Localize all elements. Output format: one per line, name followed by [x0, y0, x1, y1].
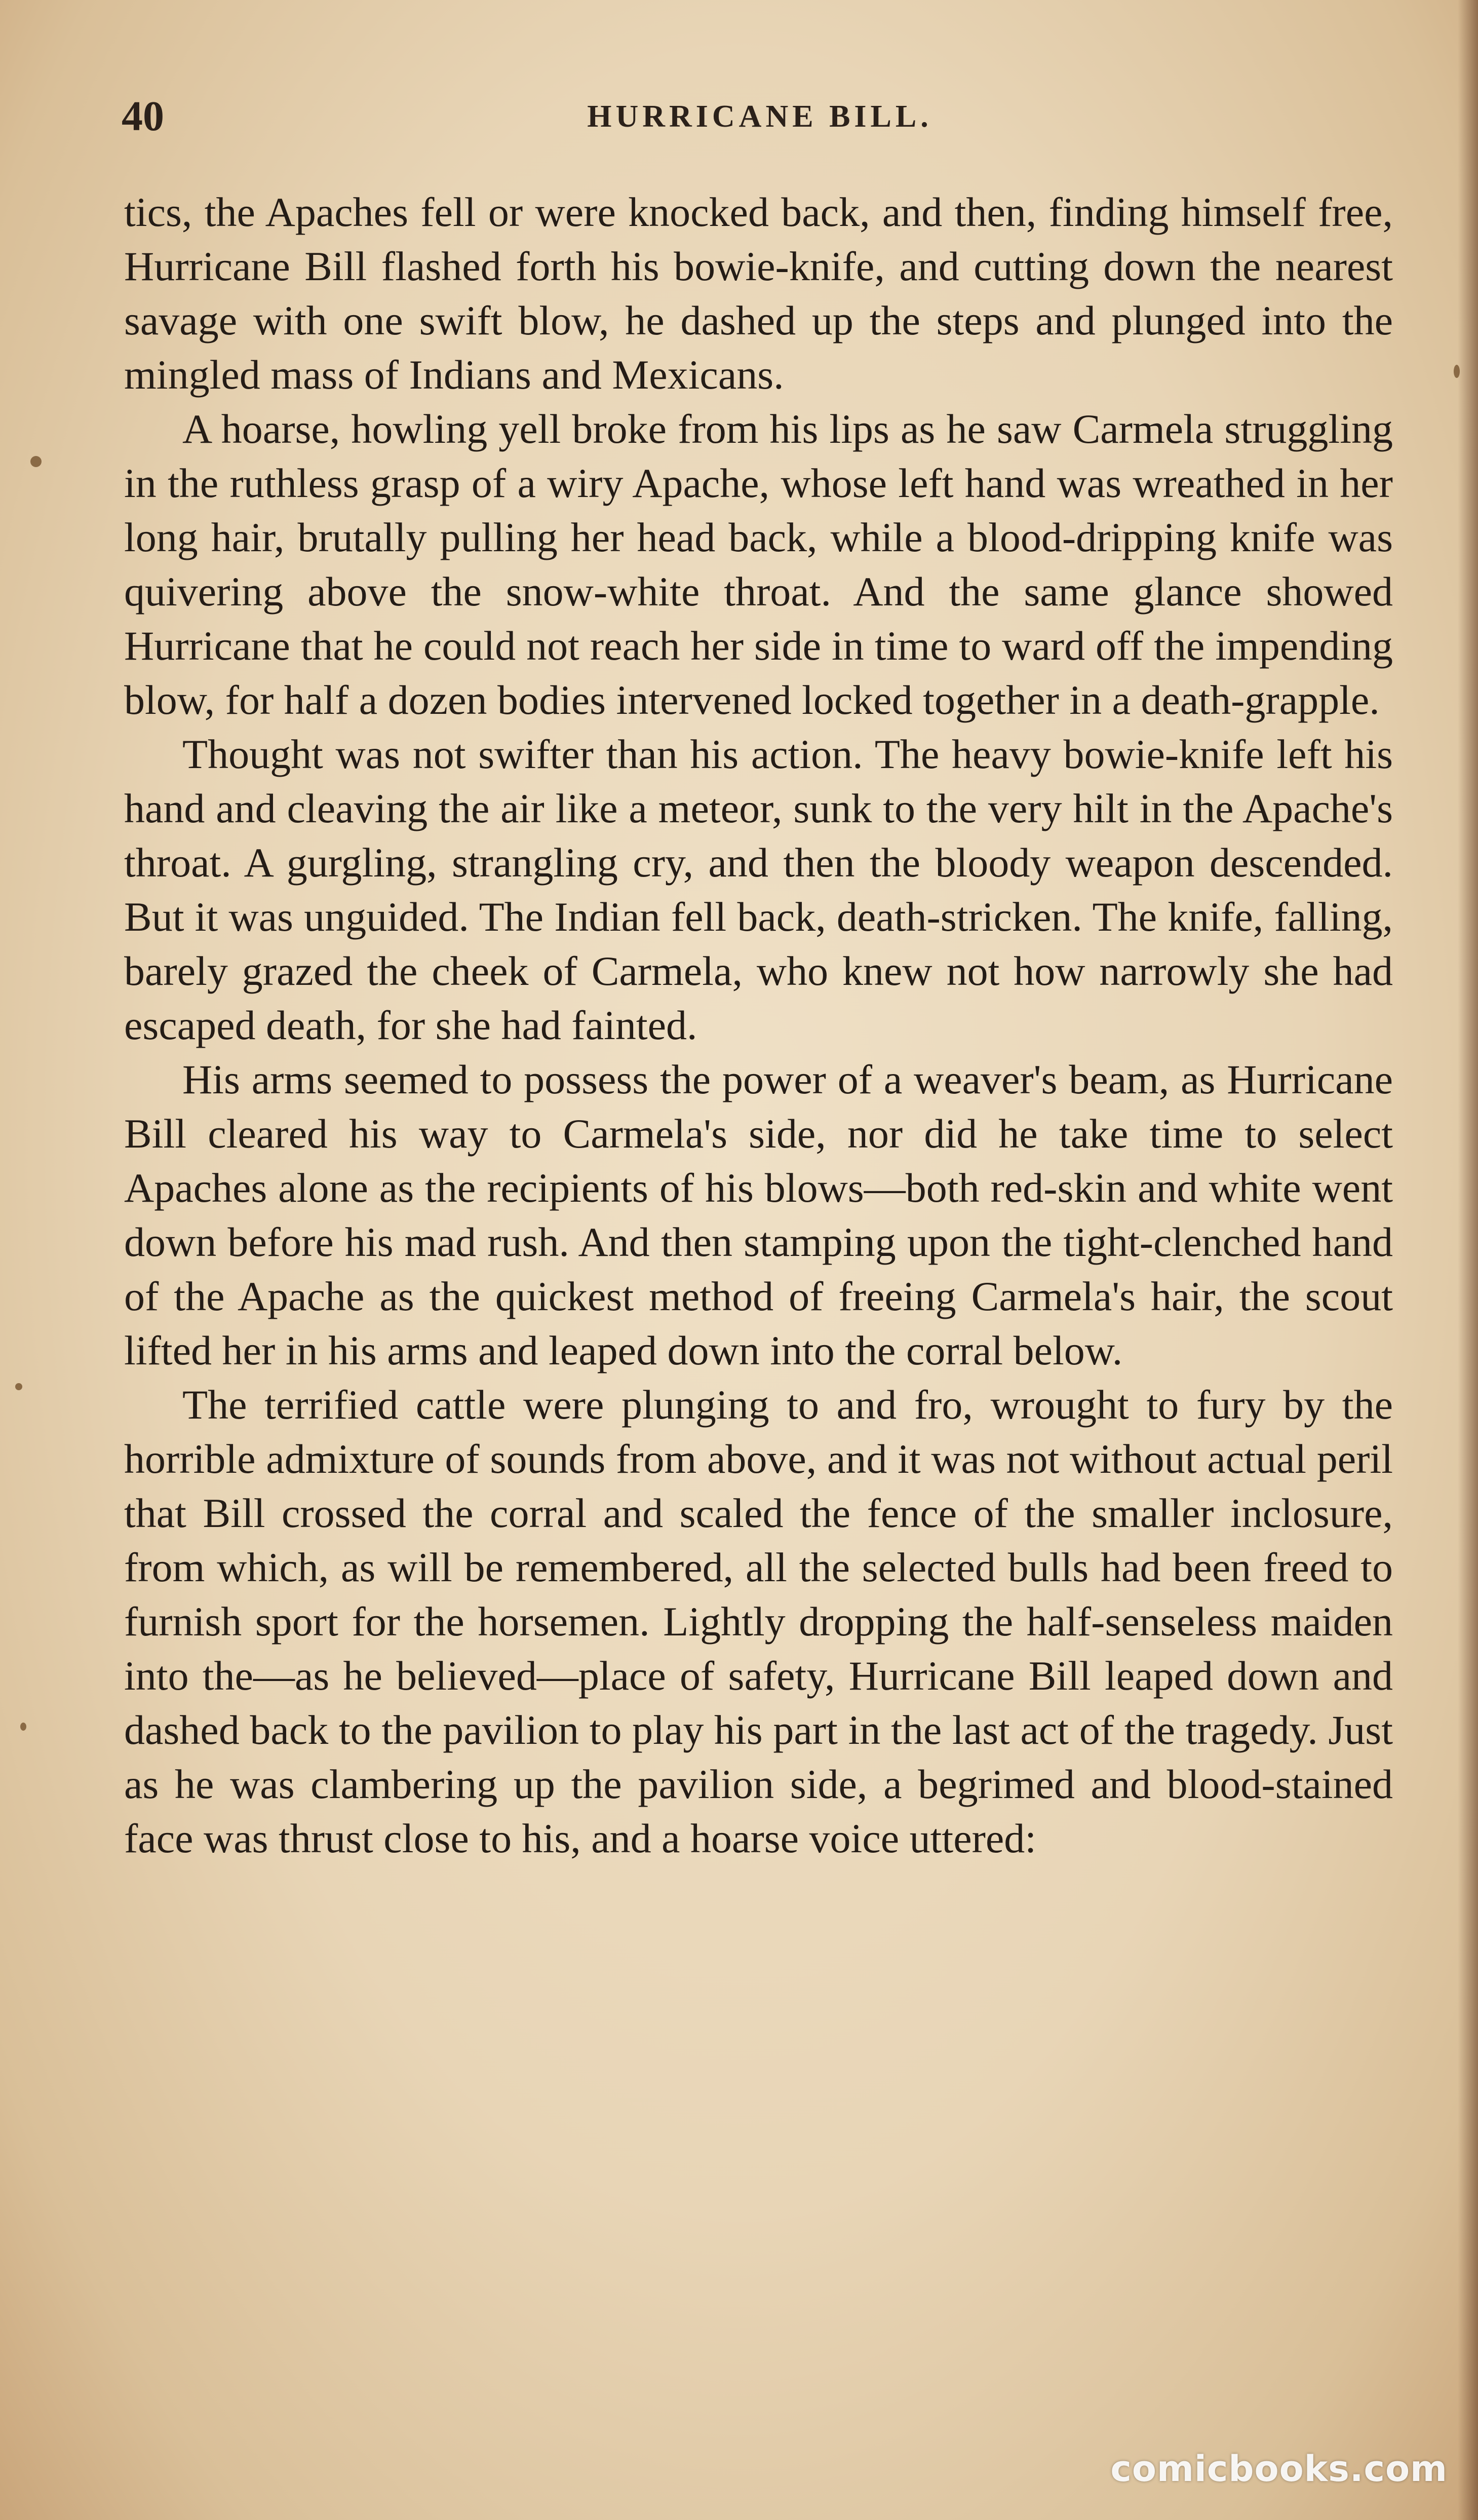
paper-speck [1454, 365, 1460, 378]
paper-speck [30, 456, 42, 467]
paragraph: A hoarse, howling yell broke from his lips as he saw Carmela struggling in the ruthless grasp of a wiry Apache, whose left hand was wreathed in her long hair, brutally pulling her head back, while a blood-dripping knife was quivering above the snow-white throat. And the same glance showed Hurricane that he could not reach her side in time to ward off the impending blow, for half a dozen bodies intervened locked together in a death-grapple. [124, 406, 1393, 723]
page-header [122, 86, 1398, 147]
watermark: comicbooks.com [1110, 2448, 1448, 2490]
paragraph: Thought was not swifter than his action. The heavy bowie-knife left his hand and cleaving the air like a meteor, sunk to the very hilt in the Apache's throat. A gurgling, strangling cry, and then the bloody weapon descended. But it was unguided. The Indian fell back, death-stricken. The knife, falling, barely grazed the cheek of Carmela, who knew not how narrowly she had escaped death, for she had fainted. [124, 731, 1393, 1048]
paper-speck [20, 1723, 26, 1731]
page-number: 40 [122, 93, 164, 140]
paragraph: tics, the Apaches fell or were knocked back, and then, finding himself free, Hurricane Bill flashed forth his bowie-knife, and cutting down the nearest savage with one swift blow, he dashed up the steps and plunged into the mingled mass of Indians and Mexicans. [124, 189, 1393, 398]
paragraph: His arms seemed to possess the power of a weaver's beam, as Hurricane Bill cleared his way to Carmela's side, nor did he take time to select Apaches alone as the recipients of his blows—both red-skin and white went down before his mad rush. And then stamping upon the tight-clenched hand of the Apache as the quickest method of freeing Carmela's hair, the scout lifted her in his arms and leaped down into the corral below. [124, 1056, 1393, 1373]
running-head: HURRICANE BILL. [587, 99, 932, 134]
paragraph: The terrified cattle were plunging to and fro, wrought to fury by the horrible admixture of sounds from above, and it was not without actual peril that Bill crossed the corral and scaled the fence of the smaller inclosure, from which, as will be remembered, all the selected bulls had been freed to furnish sport for the horsemen. Lightly dropping the half-senseless maiden into the—as he believed—place of safety, Hurricane Bill leaped down and dashed back to the pavilion to play his part in the last act of the tragedy. Just as he was clambering up the pavilion side, a begrimed and blood-stained face was thrust close to his, and a hoarse voice uttered: [124, 1382, 1393, 1861]
body-text [124, 185, 1393, 1865]
paper-speck [15, 1383, 22, 1390]
